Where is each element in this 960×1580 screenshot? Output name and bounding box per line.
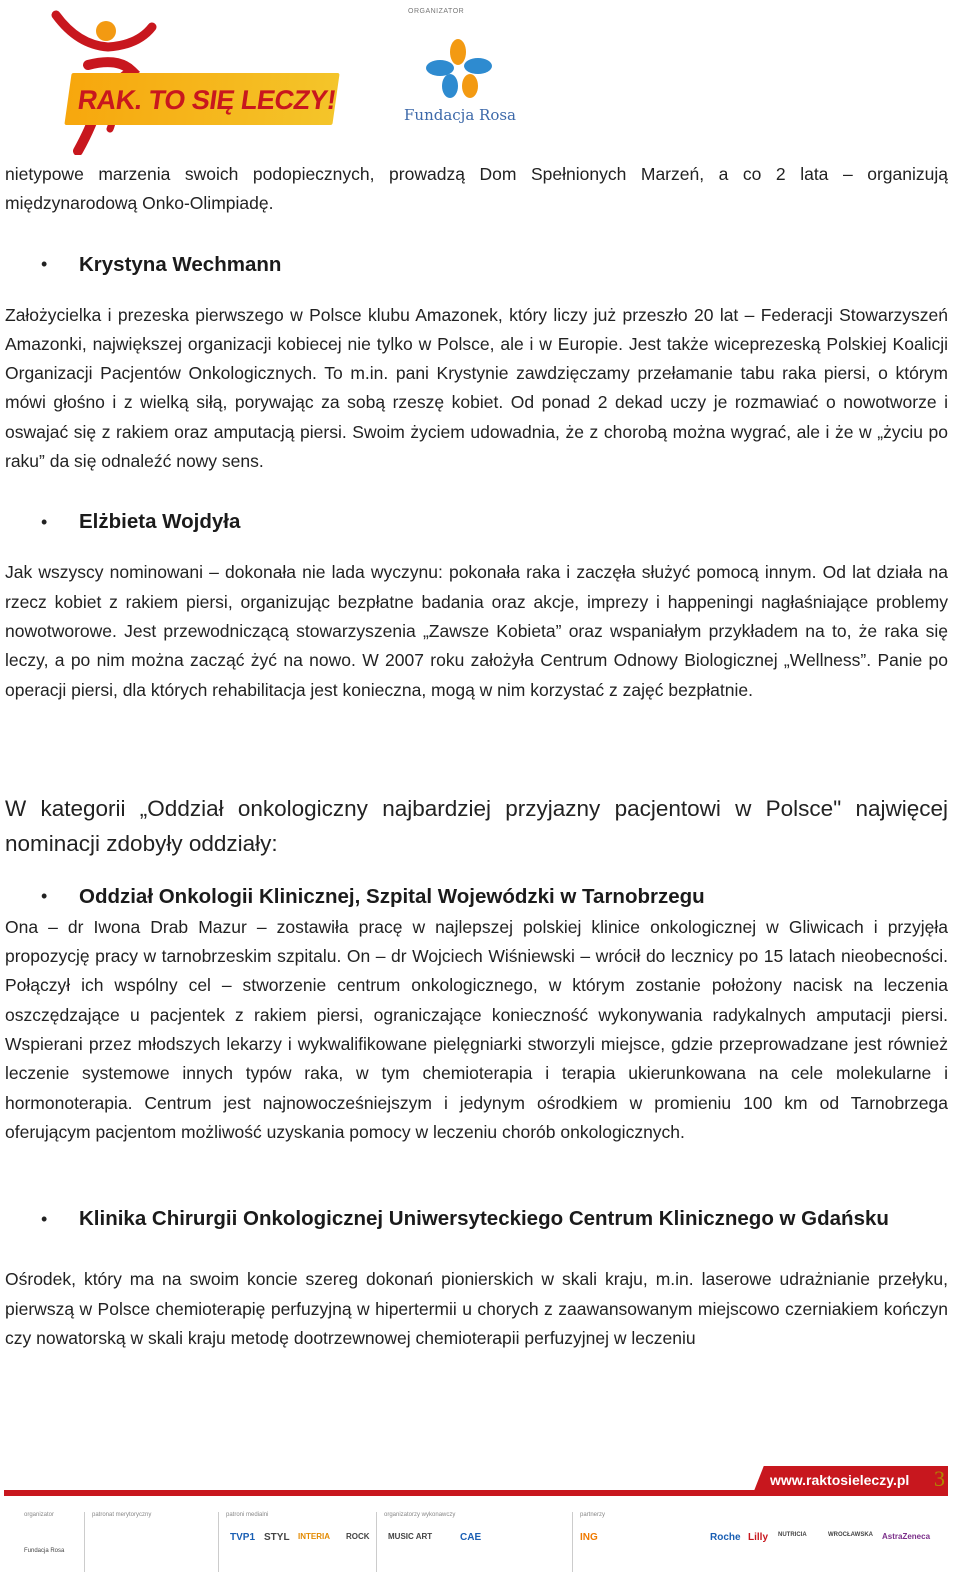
sponsor-logo: INTERIA: [298, 1532, 330, 1541]
ward-heading: [5, 885, 948, 909]
footer-label-partners: partnerzy: [580, 1512, 606, 1518]
nominee-description: Założycielka i prezeska pierwszego w Polsce klubu Amazonek, który liczy już przeszło 20 lat – Federacji Stowarzyszeń Amazonki, największej organizacji kobiecej nie tylko w Polsce, ale i w Europie. Jest także wiceprezeską Polskiej Koalicji Organizacji Pacjentów Onkologicznych. To m.in. pani Krystynie zawdzięczamy przełamanie tabu raka piersi, o którym mówi głośno i z wielką siłą, porywając za sobą rzeszę kobiet. Od ponad 2 dekad uczy je rozmawiać o nowotworze i oswajać się z rakiem oraz amputacją piersi. Swoim życiem udowadnia, że z chorobą można wygrać, ale i że w „życiu po raku” da się odnaleźć nowy sens.: [5, 304, 948, 472]
sponsor-logo: ING: [580, 1532, 598, 1543]
ward-description: Ona – dr Iwona Drab Mazur – zostawiła pracę w najlepszej polskiej klinice onkologicznej w Gliwicach i przyjęła propozycję pracy w tarnobrzeskim szpitalu. On – dr Wojciech Wiśniewski – wrócił do lecznicy po 15 latach nieobecności. Połączył ich wspólny cel – stworzenie centrum onkologicznego, w którym zostanie położony nacisk na leczenia oszczędzające u pacjentek z rakiem piersi, ograniczające konieczność wykonywania radykalnych amputacji piersi. Wspierani przez młodszych lekarzy i wykwalifikowane pielęgniarki stworzyli miejsce, gdzie przeprowadzane jest również leczenie systemowe innych typów raka, w tym chemioterapia i terapia ukierunkowana na cele molekularne i hormonoterapia. Centrum jest najnowocześniejszym i jedynym ośrodkiem w promieniu 100 km od Tarnobrzega oferującym pacjentom możliwość uzyskania pomocy w leczeniu chorób onkologicznych.: [5, 916, 948, 1142]
category-heading: W kategorii „Oddział onkologiczny najbardziej przyjazny pacjentowi w Polsce" najwięcej nominacji zdobyły oddziały:: [5, 795, 948, 856]
footer-label-media: patroni medialni: [226, 1512, 269, 1518]
ward-description: Ośrodek, który ma na swoim koncie szereg dokonań pionierskich w skali kraju, m.in. laserowe udrażnianie przełyku, pierwszą w Polsce chemioterapię perfuzyjną w hipertermii u chorych z zaawansowanym miejscowo czerniakiem kończyn czy nowatorską w skali kraju metodę dootrzewnowej chemioterapii perfuzyjnej w leczeniu: [5, 1269, 948, 1348]
bullet-icon: •: [41, 254, 48, 275]
ward-name: Oddział Onkologii Klinicznej, Szpital Wojewódzki w Tarnobrzegu: [79, 884, 705, 908]
ward-heading: [5, 1207, 948, 1231]
intro-paragraph: nietypowe marzenia swoich podopiecznych, prowadzą Dom Spełnionych Marzeń, a co 2 lata – organizują międzynarodową Onko-Olimpiadę.: [5, 164, 948, 214]
sponsor-logo: TVP1: [230, 1532, 256, 1543]
bullet-icon: •: [41, 1208, 48, 1229]
organizer-label: ORGANIZATOR: [408, 8, 465, 15]
nominee-heading: [5, 253, 948, 277]
footer-label-executive: organizatorzy wykonawczy: [384, 1512, 456, 1518]
nominee-name: Krystyna Wechmann: [79, 252, 282, 276]
sponsor-logo: CAE: [460, 1532, 482, 1543]
sponsor-logo: Roche: [710, 1532, 741, 1543]
document-body: [5, 160, 948, 1353]
sponsor-logo: STYL: [264, 1532, 290, 1543]
sponsor-logo: Lilly: [748, 1532, 769, 1543]
nominee-description: Jak wszyscy nominowani – dokonała nie lada wyczynu: pokonała raka i zaczęła służyć pomocą innym. Od lat działa na rzecz kobiet z rakiem piersi, organizując bezpłatne badania oraz akcje, imprezy i happeningi nagłaśniające problemy nowotworowe. Jest przewodniczącą stowarzyszenia „Zawsze Kobieta” oraz wspaniałym przykładem na to, że raka się leczy, a po nim można zacząć żyć na nowo. W 2007 roku założyła Centrum Odnowy Biologicznej „Wellness”. Panie po operacji piersi, dla których rehabilitacja jest konieczna, mogą w nim korzystać z zajęć bezpłatnie.: [5, 562, 948, 700]
page-footer: [0, 1460, 960, 1580]
footer-label-patronage: patronat merytoryczny: [92, 1512, 152, 1518]
campaign-logo: [48, 5, 338, 155]
sponsor-logo: AstraZeneca: [882, 1532, 931, 1541]
bullet-icon: •: [41, 886, 48, 907]
footer-label-organizer: organizator: [24, 1512, 55, 1518]
sponsor-logo: MUSIC ART: [388, 1532, 433, 1541]
sponsor-logo: Fundacja Rosa: [24, 1548, 65, 1554]
website-link[interactable]: www.raktosieleczy.pl: [770, 1472, 910, 1488]
foundation-name: Fundacja Rosa: [404, 106, 517, 124]
sponsor-logo: NUTRICIA: [778, 1532, 807, 1538]
sponsor-logo: WROCŁAWSKA: [828, 1532, 873, 1538]
ward-name: Klinika Chirurgii Onkologicznej Uniwersyteckiego Centrum Klinicznego w Gdańsku: [79, 1207, 889, 1231]
sponsor-logos: [20, 1526, 940, 1572]
page-header: [0, 0, 960, 160]
nominee-heading: [5, 510, 948, 534]
page-number: 3: [934, 1466, 945, 1491]
sponsor-logo: ROCK: [346, 1532, 370, 1541]
campaign-logo-text: RAK. TO SIĘ LECZY!: [75, 85, 338, 115]
nominee-name: Elżbieta Wojdyła: [79, 510, 241, 534]
bullet-icon: •: [41, 511, 48, 532]
